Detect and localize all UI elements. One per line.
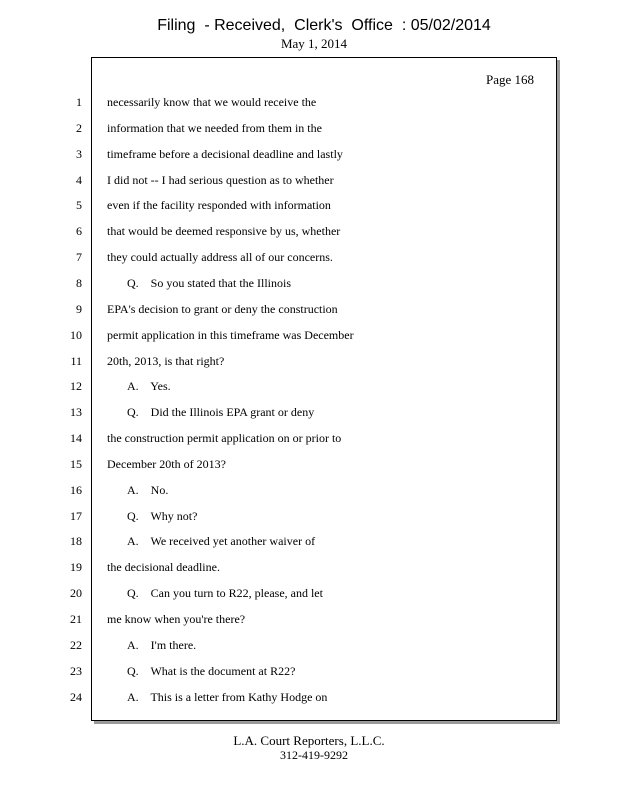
- line-number: 11: [70, 354, 82, 368]
- line-number: 19: [70, 560, 82, 574]
- line-number: 18: [70, 534, 82, 548]
- line-number: 10: [70, 328, 82, 342]
- transcript-line: information that we needed from them in the: [107, 121, 322, 135]
- transcript-line: that would be deemed responsive by us, whether: [107, 224, 341, 238]
- filing-stamp: Filing - Received, Clerk's Office : 05/02/2014: [157, 17, 491, 34]
- line-number: 14: [70, 431, 82, 445]
- page-number: Page 168: [485, 72, 534, 87]
- transcript-line: A. Yes.: [127, 379, 171, 393]
- line-number: 20: [70, 586, 82, 600]
- line-number: 16: [70, 483, 82, 497]
- transcript-line: the construction permit application on or prior to: [107, 431, 342, 445]
- line-number: 15: [70, 457, 82, 471]
- line-number: 23: [70, 664, 82, 678]
- transcript-line: even if the facility responded with information: [107, 198, 331, 212]
- transcript-line: Q. So you stated that the Illinois: [127, 276, 291, 290]
- transcript-line: 20th, 2013, is that right?: [107, 354, 225, 368]
- line-number: 7: [76, 250, 82, 264]
- transcript-line: the decisional deadline.: [107, 560, 220, 574]
- line-number: 22: [70, 638, 82, 652]
- line-number: 17: [70, 509, 82, 523]
- filing-date: May 1, 2014: [280, 36, 348, 51]
- transcript-line: permit application in this timeframe was December: [107, 328, 354, 342]
- transcript-line: EPA's decision to grant or deny the construction: [107, 302, 338, 316]
- transcript-line: A. We received yet another waiver of: [127, 534, 316, 548]
- transcript-line: Q. What is the document at R22?: [127, 664, 296, 678]
- transcript-line: A. No.: [127, 483, 169, 497]
- line-number: 24: [70, 690, 82, 704]
- line-number: 8: [76, 276, 82, 290]
- transcript-line: necessarily know that we would receive the: [107, 95, 317, 109]
- line-number: 2: [76, 121, 82, 135]
- reporter-phone: 312-419-9292: [280, 748, 348, 762]
- transcript-line: Q. Why not?: [127, 509, 198, 523]
- line-number: 3: [76, 147, 82, 161]
- line-number: 5: [76, 198, 82, 212]
- line-number: 1: [76, 95, 82, 109]
- transcript-line: December 20th of 2013?: [107, 457, 226, 471]
- transcript-line: A. I'm there.: [127, 638, 197, 652]
- line-number: 9: [76, 302, 82, 316]
- transcript-line: Q. Can you turn to R22, please, and let: [127, 586, 323, 600]
- transcript-line: A. This is a letter from Kathy Hodge on: [127, 690, 328, 704]
- reporter-company: L.A. Court Reporters, L.L.C.: [233, 733, 385, 748]
- transcript-line: I did not -- I had serious question as to whether: [107, 173, 334, 187]
- transcript-line: me know when you're there?: [107, 612, 246, 626]
- line-number: 6: [76, 224, 82, 238]
- line-number: 4: [76, 173, 82, 187]
- transcript-line: timeframe before a decisional deadline and lastly: [107, 147, 343, 161]
- line-number: 13: [70, 405, 82, 419]
- transcript-line: they could actually address all of our concerns.: [107, 250, 333, 264]
- line-number: 12: [70, 379, 82, 393]
- transcript-line: Q. Did the Illinois EPA grant or deny: [127, 405, 315, 419]
- line-number: 21: [70, 612, 82, 626]
